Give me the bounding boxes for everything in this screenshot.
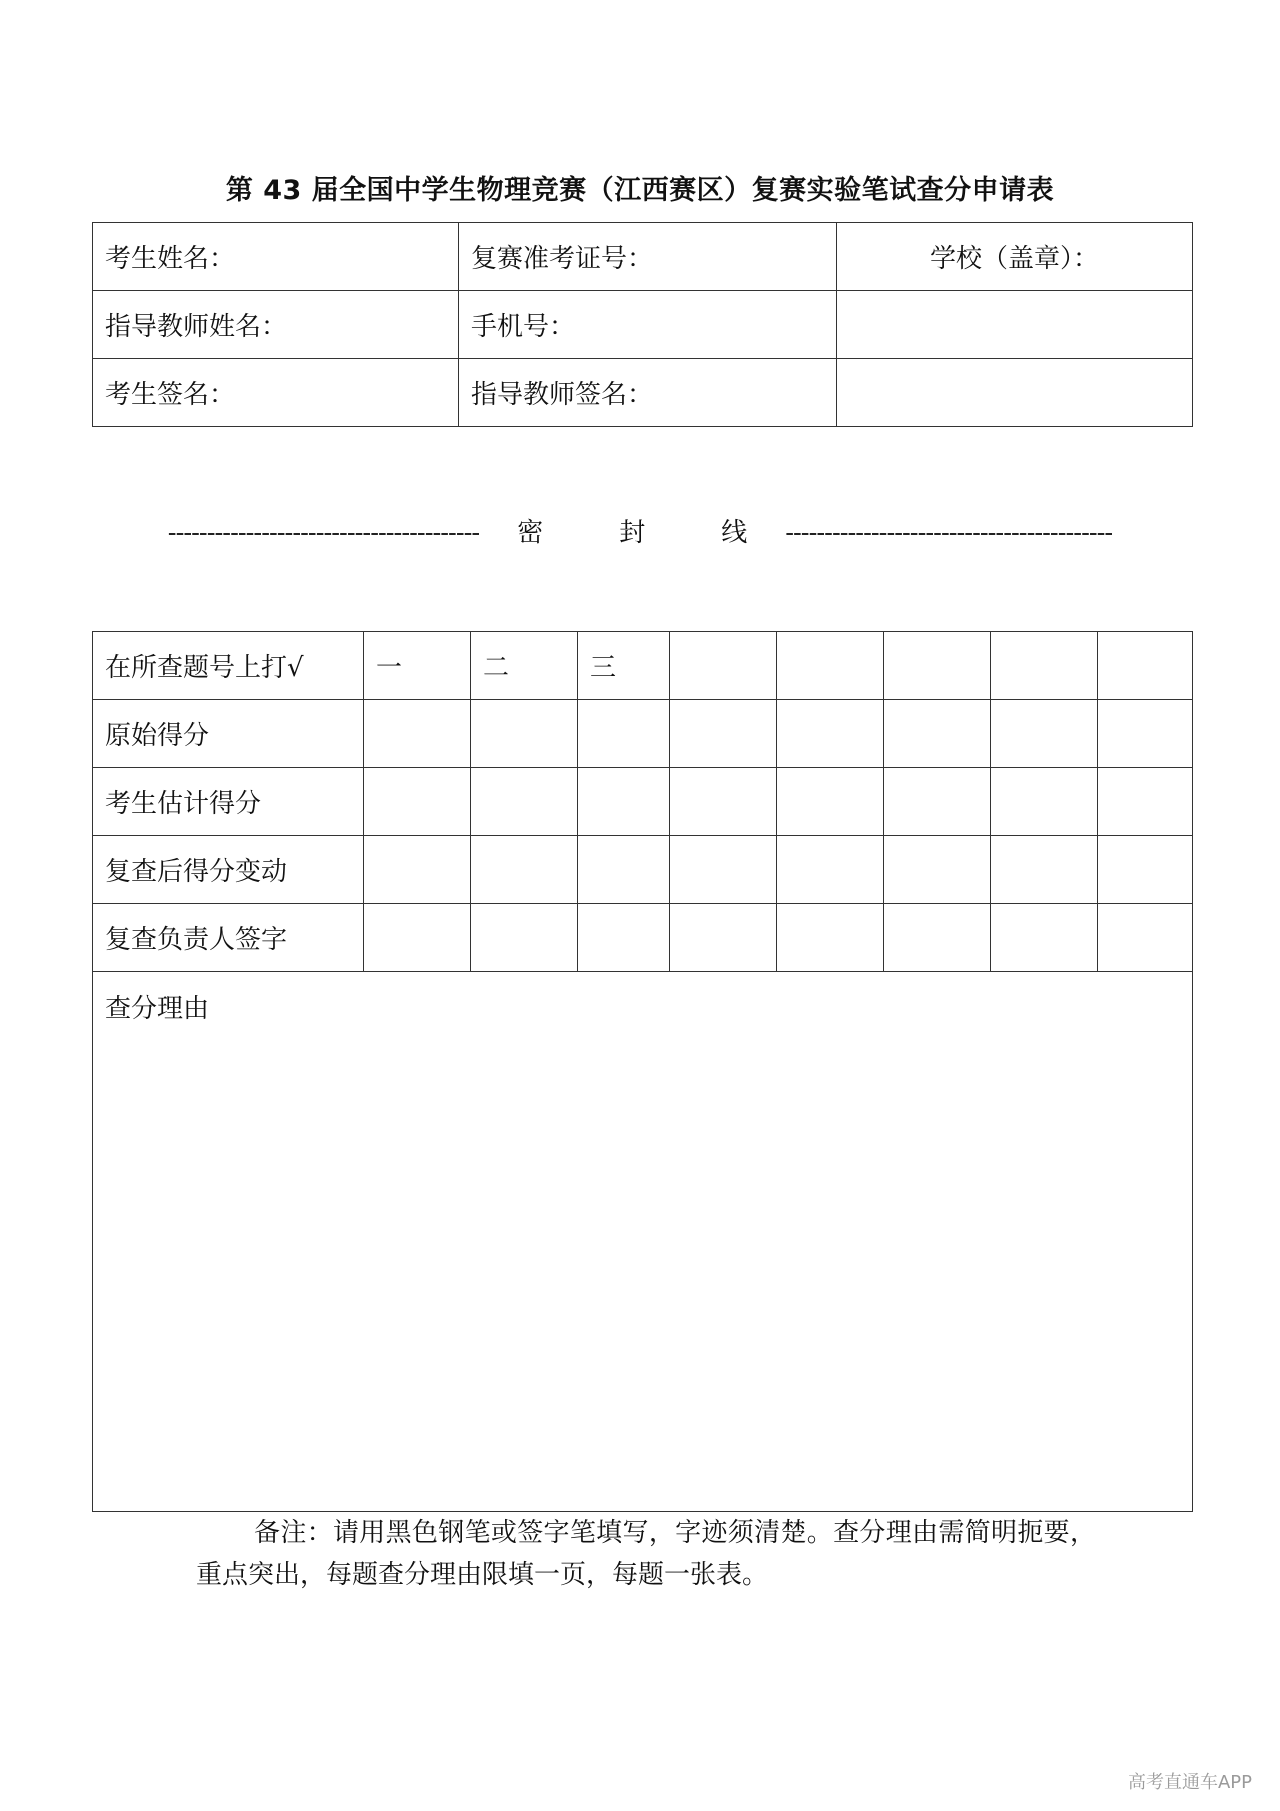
score-cell[interactable]: [364, 700, 471, 768]
seal-word-mi: 密: [517, 518, 544, 548]
student-name-field[interactable]: 考生姓名：: [93, 223, 459, 291]
score-cell[interactable]: [364, 836, 471, 904]
score-cell[interactable]: [991, 904, 1098, 972]
score-cell[interactable]: [471, 768, 578, 836]
score-cell[interactable]: [670, 836, 777, 904]
score-cell[interactable]: [777, 700, 884, 768]
info-row-1: [93, 223, 1193, 291]
row-score-change: [93, 836, 1193, 904]
score-cell[interactable]: [991, 768, 1098, 836]
row-question-select: [93, 632, 1193, 700]
score-cell[interactable]: [578, 768, 670, 836]
score-cell[interactable]: [364, 904, 471, 972]
watermark: 高考直通车APP: [1127, 1772, 1252, 1793]
exam-id-field[interactable]: 复赛准考证号：: [459, 223, 837, 291]
info-row-2: [93, 291, 1193, 359]
score-cell[interactable]: [670, 768, 777, 836]
score-cell[interactable]: [991, 700, 1098, 768]
score-cell[interactable]: [991, 836, 1098, 904]
school-stamp-field[interactable]: 学校（盖章）：: [837, 223, 1193, 291]
school-stamp-area[interactable]: [837, 291, 1193, 359]
score-cell[interactable]: [670, 632, 777, 700]
row-label: 复查后得分变动: [93, 836, 364, 904]
score-cell[interactable]: 一: [364, 632, 471, 700]
score-cell[interactable]: [471, 904, 578, 972]
score-cell[interactable]: [1098, 768, 1193, 836]
score-cell[interactable]: [884, 904, 991, 972]
seal-line-left-dashes: ----------------------------------------: [167, 518, 480, 548]
row-label: 在所查题号上打√: [93, 632, 364, 700]
score-cell[interactable]: [1098, 632, 1193, 700]
row-label: 原始得分: [93, 700, 364, 768]
seal-word-xian: 线: [721, 518, 748, 548]
score-cell[interactable]: [884, 836, 991, 904]
seal-line-right-dashes: ------------------------------------------: [785, 518, 1113, 548]
score-cell[interactable]: [471, 700, 578, 768]
teacher-name-field[interactable]: 指导教师姓名：: [93, 291, 459, 359]
row-original-score: [93, 700, 1193, 768]
score-cell[interactable]: [777, 836, 884, 904]
score-cell[interactable]: [777, 632, 884, 700]
score-cell[interactable]: [991, 632, 1098, 700]
score-cell[interactable]: [884, 700, 991, 768]
row-label: 考生估计得分: [93, 768, 364, 836]
score-cell[interactable]: [578, 700, 670, 768]
row-label: 复查负责人签字: [93, 904, 364, 972]
score-cell[interactable]: [364, 768, 471, 836]
seal-line: [0, 512, 1280, 549]
remarks-note: 备注：请用黑色钢笔或签字笔填写，字迹须清楚。查分理由需简明扼要，重点突出，每题查分理由限填一页，每题一张表。: [196, 1518, 1096, 1590]
applicant-info-table: [92, 222, 1193, 427]
score-cell[interactable]: [777, 904, 884, 972]
teacher-sign-field[interactable]: 指导教师签名：: [459, 359, 837, 427]
score-cell[interactable]: [884, 768, 991, 836]
row-review-reason: [93, 972, 1193, 1512]
row-reviewer-sign: [93, 904, 1193, 972]
score-cell[interactable]: [670, 700, 777, 768]
info-row-3: [93, 359, 1193, 427]
score-cell[interactable]: [1098, 904, 1193, 972]
review-reason-field[interactable]: 查分理由: [93, 972, 1193, 1512]
phone-field[interactable]: 手机号：: [459, 291, 837, 359]
student-sign-field[interactable]: 考生签名：: [93, 359, 459, 427]
score-cell[interactable]: [1098, 836, 1193, 904]
form-title: 第 43 届全国中学生物理竞赛（江西赛区）复赛实验笔试查分申请表: [225, 175, 1055, 206]
seal-word-feng: 封: [619, 518, 646, 548]
score-cell[interactable]: 二: [471, 632, 578, 700]
score-cell[interactable]: [578, 904, 670, 972]
score-cell[interactable]: 三: [578, 632, 670, 700]
row-estimated-score: [93, 768, 1193, 836]
score-cell[interactable]: [1098, 700, 1193, 768]
score-cell[interactable]: [884, 632, 991, 700]
score-cell[interactable]: [777, 768, 884, 836]
score-review-table: [92, 631, 1193, 1512]
score-cell[interactable]: [578, 836, 670, 904]
school-stamp-area-lower[interactable]: [837, 359, 1193, 427]
score-cell[interactable]: [670, 904, 777, 972]
score-cell[interactable]: [471, 836, 578, 904]
